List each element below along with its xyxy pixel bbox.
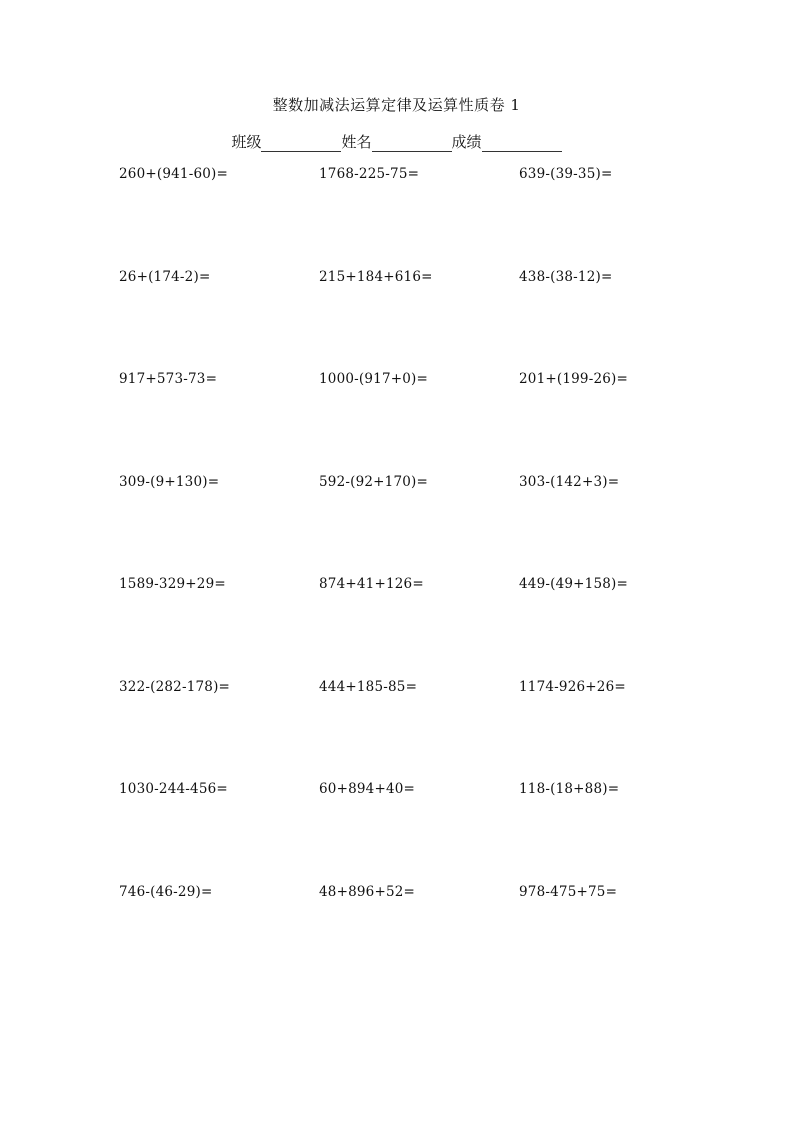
worksheet-title: 整数加减法运算定律及运算性质卷 1 bbox=[272, 96, 521, 114]
problem-item: 303-(142+3)= bbox=[519, 473, 620, 490]
problem-item: 917+573-73= bbox=[119, 371, 218, 387]
problem-item: 1768-225-75= bbox=[319, 166, 420, 182]
problem-item: 444+185-85= bbox=[319, 678, 418, 695]
problem-row bbox=[119, 369, 739, 472]
problem-item: 1174-926+26= bbox=[519, 678, 626, 695]
problem-item: 322-(282-178)= bbox=[119, 678, 231, 695]
problem-row bbox=[119, 472, 739, 575]
name-label: 姓名 bbox=[341, 133, 372, 151]
problem-row bbox=[119, 882, 739, 985]
problem-item: 215+184+616= bbox=[319, 268, 433, 285]
problem-item: 309-(9+130)= bbox=[119, 473, 220, 490]
student-info-line bbox=[0, 132, 793, 152]
problem-item: 1030-244-456= bbox=[119, 781, 228, 797]
class-label: 班级 bbox=[231, 133, 262, 151]
problem-row bbox=[119, 164, 739, 267]
score-field bbox=[452, 132, 562, 152]
problem-row bbox=[119, 677, 739, 780]
problem-item: 201+(199-26)= bbox=[519, 371, 629, 387]
name-field bbox=[341, 132, 451, 152]
problem-item: 746-(46-29)= bbox=[119, 883, 213, 900]
problem-row bbox=[119, 574, 739, 677]
problem-item: 639-(39-35)= bbox=[519, 166, 613, 182]
problem-item: 978-475+75= bbox=[519, 883, 618, 900]
name-blank bbox=[372, 136, 452, 152]
score-blank bbox=[482, 136, 562, 152]
problem-item: 60+894+40= bbox=[319, 781, 416, 797]
problem-item: 48+896+52= bbox=[319, 883, 416, 900]
problem-item: 1589-329+29= bbox=[119, 576, 226, 592]
problem-item: 438-(38-12)= bbox=[519, 268, 613, 285]
problem-item: 592-(92+170)= bbox=[319, 473, 429, 490]
problem-item: 449-(49+158)= bbox=[519, 576, 629, 592]
problem-item: 874+41+126= bbox=[319, 576, 424, 592]
problem-row bbox=[119, 779, 739, 882]
problem-item: 118-(18+88)= bbox=[519, 781, 620, 797]
problem-item: 260+(941-60)= bbox=[119, 166, 229, 182]
class-field bbox=[231, 132, 341, 152]
problem-grid bbox=[119, 164, 739, 984]
problem-item: 1000-(917+0)= bbox=[319, 371, 429, 387]
problem-item: 26+(174-2)= bbox=[119, 268, 211, 285]
problem-row bbox=[119, 267, 739, 370]
score-label: 成绩 bbox=[451, 133, 482, 151]
class-blank bbox=[261, 136, 341, 152]
